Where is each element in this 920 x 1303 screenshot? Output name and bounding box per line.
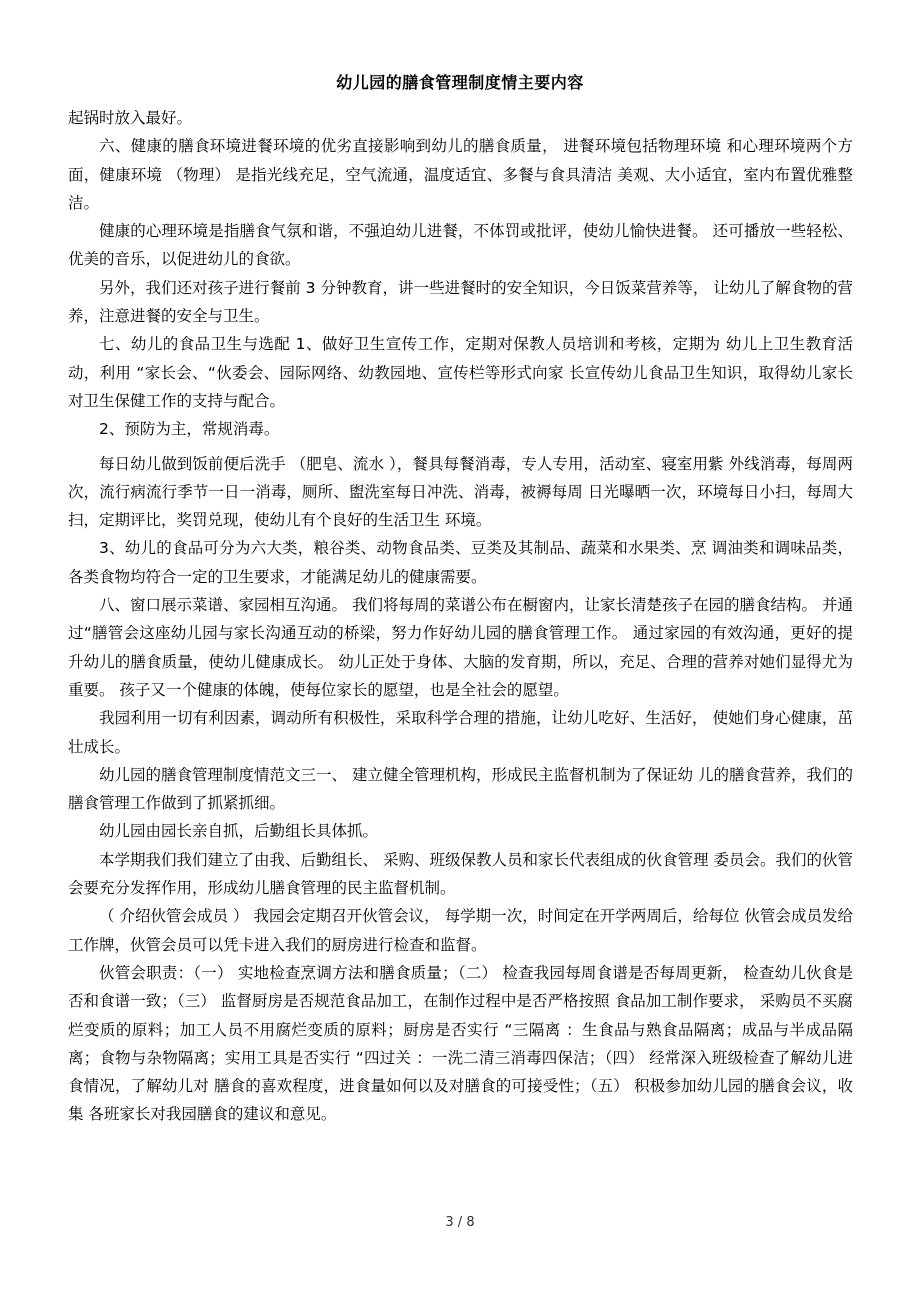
page-number: 3 / 8 [445,1215,475,1230]
paragraph: 每日幼儿做到饭前便后洗手 （肥皂、流水 ），餐具每餐消毒，专人专用，活动室、寝室用紫 外线消毒，每周两次，流行病流行季节一日一消毒，厕所、盥洗室每日冲洗、消毒，被褥每周 日光曝晒一次，环境每日小扫，每周大扫，定期评比，奖罚兑现，使幼儿有个良好的生活卫生 环境。 [68,454,853,530]
paragraph: 我园利用一切有利因素，调动所有积极性，采取科学合理的措施，让幼儿吃好、生活好， 使她们身心健康，茁壮成长。 [68,709,853,756]
paragraph: 幼儿园由园长亲自抓，后勤组长具体抓。 [99,822,379,841]
paragraph: 六、健康的膳食环境进餐环境的优劣直接影响到幼儿的膳食质量， 进餐环境包括物理环境 和心理环境两个方面，健康环境 （物理） 是指光线充足，空气流通，温度适宜、多餐与食具清洁 美观、大小适宜，室内布置优雅整洁。 [68,137,853,212]
paragraph: 起锅时放入最好。 [68,109,193,127]
paragraph: 伙管会职责：（一） 实地检查烹调方法和膳食质量；（二） 检查我园每周食谱是否每周更新， 检查幼儿伙食是否和食谱一致；（三） 监督厨房是否规范食品加工，在制作过程中是否严格按照 食品加工制作要求， 采购员不买腐烂变质的原料；加工人员不用腐烂变质的原料；厨房是否实行 “三隔离 ：生食品与熟食品隔离；成品与半成品隔离；食物与杂物隔离；实用工具是否实行 “四过关 ：一洗二清三消毒四保洁；（四） 经常深入班级检查了解幼儿进食情况，了解幼儿对 膳食的喜欢程度，进食量如何以及对膳食的可接受性；（五） 积极参加幼儿园的膳食会议，收集 各班家长对我园膳食的建议和意见。 [68,963,853,1124]
paragraph: （ 介绍伙管会成员 ） 我园会定期召开伙管会议， 每学期一次，时间定在开学两周后，给每位 伙管会成员发给工作牌，伙管会员可以凭卡进入我们的厨房进行检查和监督。 [68,907,853,954]
document-title: 幼儿园的膳食管理制度情主要内容 [336,73,584,92]
paragraph: 健康的心理环境是指膳食气氛和谐，不强迫幼儿进餐，不体罚或批评，使幼儿愉快进餐。 还可播放一些轻松、优美的音乐，以促进幼儿的食欲。 [68,222,853,269]
paragraph: 七、幼儿的食品卫生与选配 1、做好卫生宣传工作，定期对保教人员培训和考核，定期为 幼儿上卫生教育活动，利用 “家长会、“伙委会、园际网络、幼教园地、宣传栏等形式向家 长宣传幼儿食品卫生知识，取得幼儿家长对卫生保健工作的支持与配合。 [68,335,853,410]
paragraph: 3、幼儿的食品可分为六大类，粮谷类、动物食品类、豆类及其制品、蔬菜和水果类、烹 调油类和调味品类，各类食物均符合一定的卫生要求，才能满足幼儿的健康需要。 [68,539,853,586]
paragraph: 本学期我们我们建立了由我、后勤组长、 采购、班级保教人员和家长代表组成的伙食管理 委员会。我们的伙管会要充分发挥作用，形成幼儿膳食管理的民主监督机制。 [68,850,853,898]
paragraph: 2、预防为主，常规消毒。 [99,420,280,439]
document-body [68,104,853,1129]
paragraph: 另外，我们还对孩子进行餐前 3 分钟教育，讲一些进餐时的安全知识，今日饭菜营养等， 让幼儿了解食物的营养，注意进餐的安全与卫生。 [68,278,853,326]
paragraph: 幼儿园的膳食管理制度情范文三一、 建立健全管理机构，形成民主监督机制为了保证幼 儿的膳食营养，我们的膳食管理工作做到了抓紧抓细。 [68,765,853,813]
paragraph: 八、窗口展示菜谱、家园相互沟通。 我们将每周的菜谱公布在橱窗内，让家长清楚孩子在园的膳食结构。 并通过“膳管会这座幼儿园与家长沟通互动的桥梁，努力作好幼儿园的膳食管理工作。 通过家园的有效沟通，更好的提升幼儿的膳食质量，使幼儿健康成长。 幼儿正处于身体、大脑的发育期，所以，充足、合理的营养对她们显得尤为重要。 孩子又一个健康的体魄，使每位家长的愿望，也是全社会的愿望。 [68,596,853,699]
